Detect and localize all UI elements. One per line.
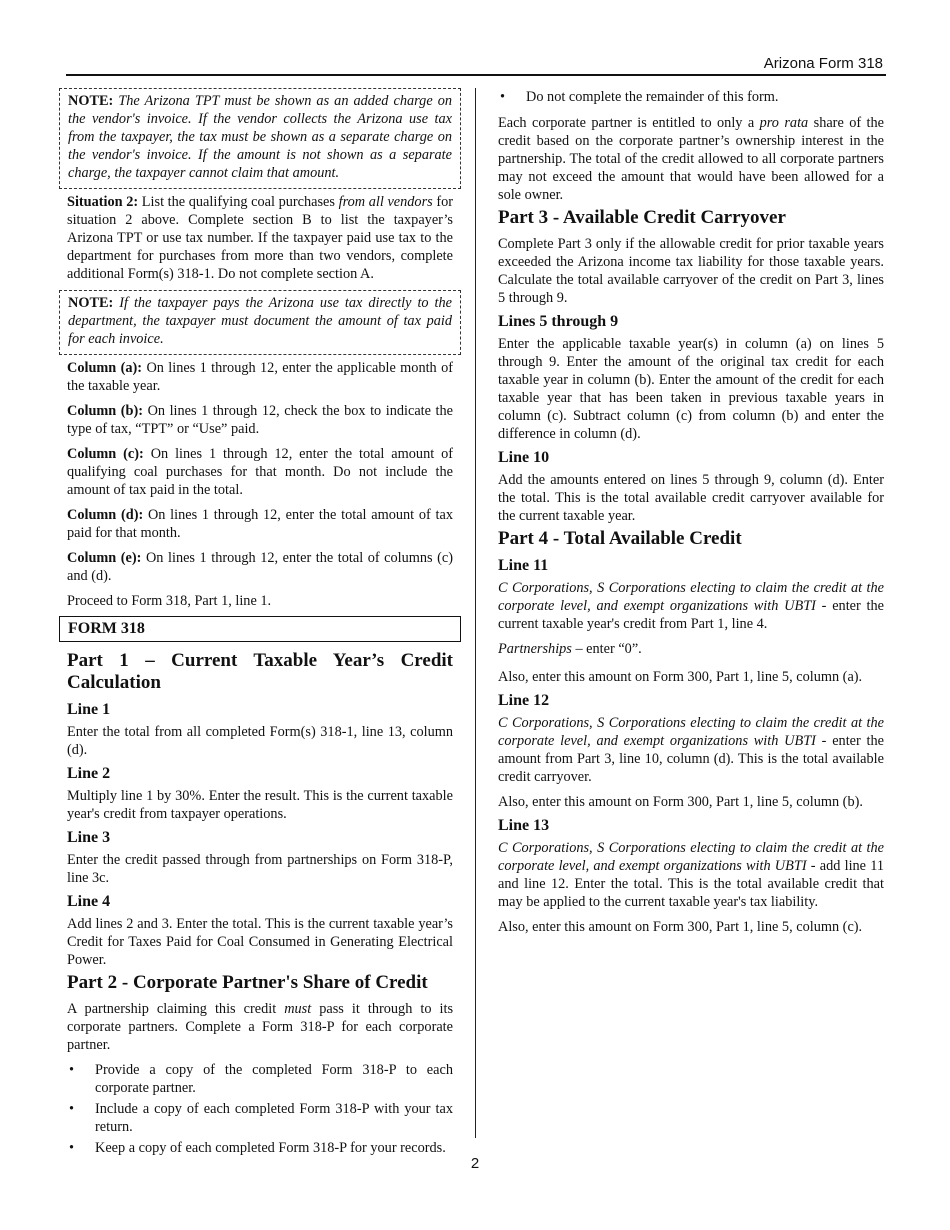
note-text: The Arizona TPT must be shown as an added charge on the vendor's invoice. If the vendor collects the Arizona use tax from the taxpayer, the tax must be shown as a separate charge on the vendor's invoice. If the amount is not shown as a separate charge, the taxpayer cannot claim that amount. [68,93,452,181]
column-divider [475,88,476,1138]
line-13-text: C Corporations, S Corporations electing to claim the credit at the corporate level, and exempt organizations with UBTI - add line 11 and line 12. Enter the total. This is the total available credit that may be applied to the current taxable year's tax liability. [498,840,884,910]
note-label: NOTE: [68,93,114,109]
left-column [67,88,453,1160]
column-a-instruction: Column (a): On lines 1 through 12, enter the applicable month of the taxable year. [67,360,453,394]
note-use-tax-box [59,290,461,355]
line-13-heading: Line 13 [498,817,550,834]
line-2-heading: Line 2 [67,765,111,782]
list-item: • Do not complete the remainder of this form. [498,88,884,106]
part-3-text: Complete Part 3 only if the allowable credit for prior taxable years exceeded the Arizona income tax liability for those taxable years. Calculate the total available carryover of the credit on Part 3, lines 5 through 9. [498,236,884,306]
right-column [498,88,884,939]
part-2-bullet-list [67,1061,453,1157]
column-e-instruction: Column (e): On lines 1 through 12, enter the total of columns (c) and (d). [67,550,454,584]
lines-5-9-text: Enter the applicable taxable year(s) in column (a) on lines 5 through 9. Enter the amount of the original tax credit for each taxable year in column (b). Enter the amount of the credit for each taxable year that has been taken in previous taxable years in column (c). Subtract column (c) from column (b) and enter the difference in column (d). [498,336,884,442]
line-2-text: Multiply line 1 by 30%. Enter the result. This is the current taxable year's credit from taxpayer operations. [67,788,453,822]
line-3-text: Enter the credit passed through from partnerships on Form 318-P, line 3c. [67,852,453,886]
part-4-heading: Part 4 - Total Available Credit [498,528,742,549]
page-number: 2 [470,1155,480,1172]
form-header: Arizona Form 318 [763,55,883,72]
part-2-heading: Part 2 - Corporate Partner's Share of Credit [67,972,428,993]
line-1-text: Enter the total from all completed Form(s) 318-1, line 13, column (d). [67,724,453,758]
list-item: • Keep a copy of each completed Form 318-P for your records. [67,1139,453,1157]
column-b-instruction: Column (b): On lines 1 through 12, check the box to indicate the type of tax, “TPT” or “Use” paid. [67,403,453,437]
line-1-heading: Line 1 [67,701,111,718]
list-item: • Provide a copy of the completed Form 318-P to each corporate partner. [67,1061,453,1097]
line-11-also: Also, enter this amount on Form 300, Part 1, line 5, column (a). [498,669,863,685]
part-1-heading: Part 1 – Current Taxable Year’s Credit Calculation [67,650,453,693]
line-4-text: Add lines 2 and 3. Enter the total. This is the current taxable year’s Credit for Taxes Paid for Coal Consumed in Generating Electrical Power. [67,916,453,968]
note-text: If the taxpayer pays the Arizona use tax directly to the department, the taxpayer must document the amount of tax paid for each invoice. [68,295,452,347]
line-11-partnerships: Partnerships – enter “0”. [498,641,642,657]
column-c-instruction: Column (c): On lines 1 through 12, enter the total amount of qualifying coal purchases for that month. Do not include the amount of tax paid in the total. [67,446,453,498]
column-d-instruction: Column (d): On lines 1 through 12, enter the total amount of tax paid for that month. [67,507,453,541]
header-rule [66,74,886,76]
form-318-box: FORM 318 [59,616,461,642]
situation-2: Situation 2: List the qualifying coal purchases from all vendors for situation 2 above. Complete section B to list the taxpayer’s Arizona TPT or use tax number. If the taxpayer paid use tax to the department for purchases from more than two vendors, complete additional Form(s) 318-1. Do not complete section A. [67,194,454,282]
list-item: • Include a copy of each completed Form 318-P with your tax return. [67,1100,453,1136]
line-11-heading: Line 11 [498,557,549,574]
line-12-heading: Line 12 [498,692,550,709]
line-12-also: Also, enter this amount on Form 300, Part 1, line 5, column (b). [498,794,863,810]
pro-rata-text: Each corporate partner is entitled to only a pro rata share of the credit based on the corporate partner’s ownership interest in the partnership. The total of the credit allowed to all corporate partners may not exceed the amount that would have been allowed for a sole owner. [498,115,884,203]
line-12-text: C Corporations, S Corporations electing to claim the credit at the corporate level, and exempt organizations with UBTI - enter the amount from Part 3, line 10, column (d). This is the total available credit carryover. [498,715,884,785]
line-11-text: C Corporations, S Corporations electing to claim the credit at the corporate level, and exempt organizations with UBTI - enter the current taxable year's credit from Part 1, line 4. [498,580,884,632]
top-bullet-list [498,88,884,106]
line-3-heading: Line 3 [67,829,111,846]
lines-5-9-heading: Lines 5 through 9 [498,313,619,330]
line-13-also: Also, enter this amount on Form 300, Part 1, line 5, column (c). [498,919,863,935]
part-3-heading: Part 3 - Available Credit Carryover [498,207,786,228]
proceed-text: Proceed to Form 318, Part 1, line 1. [67,593,272,609]
note-tpt-box [59,88,461,189]
line-4-heading: Line 4 [67,893,111,910]
part-2-text: A partnership claiming this credit must pass it through to its corporate partners. Complete a Form 318-P for each corporate partner. [67,1001,454,1053]
note-label: NOTE: [68,295,114,311]
line-10-text: Add the amounts entered on lines 5 through 9, column (d). Enter the total. This is the total available credit carryover available for the current taxable year. [498,472,884,524]
line-10-heading: Line 10 [498,449,550,466]
